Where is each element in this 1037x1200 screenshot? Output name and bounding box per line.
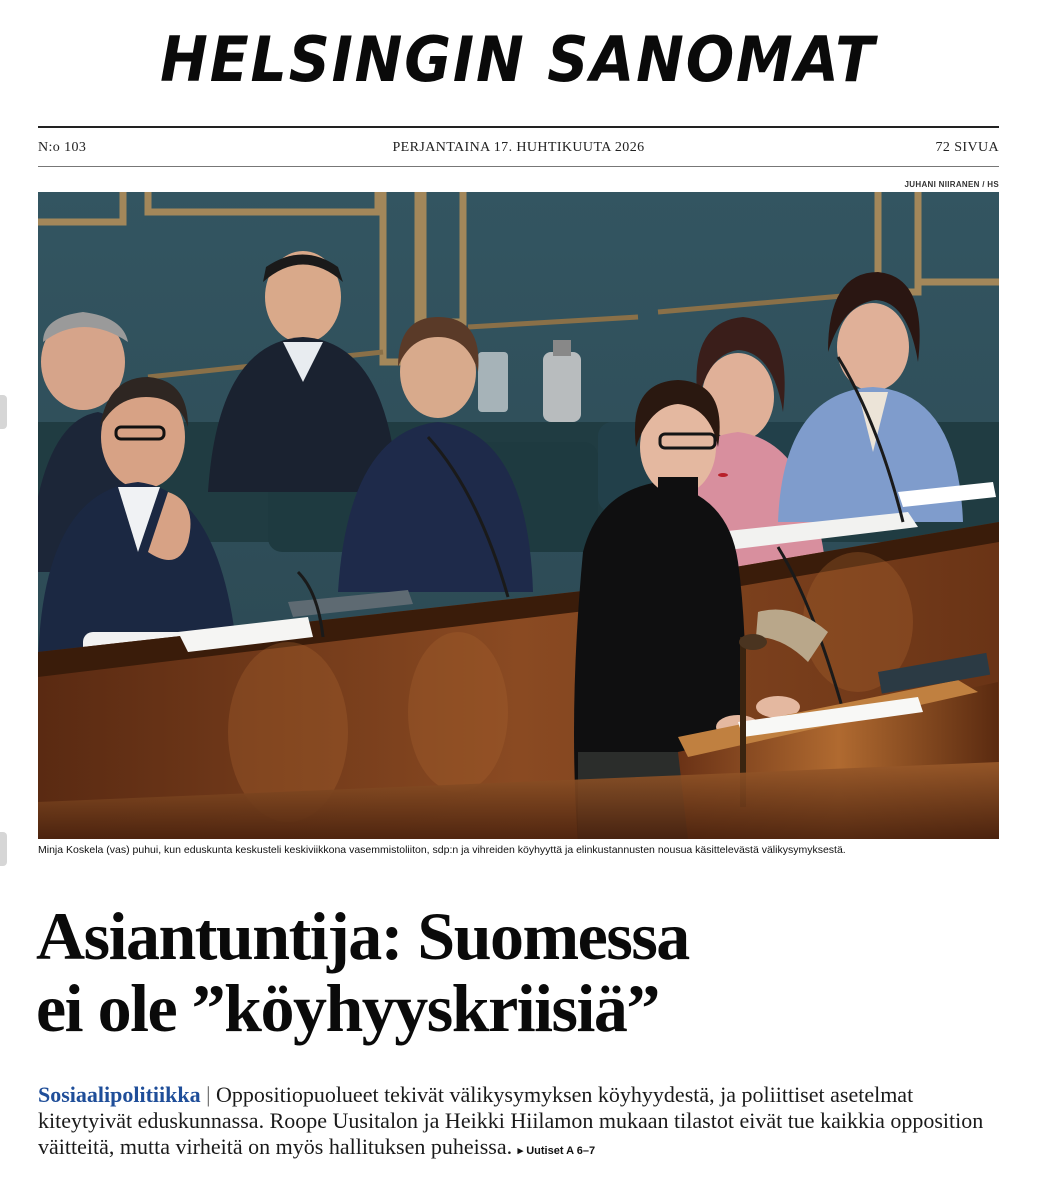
parliament-scene-illustration [38, 192, 999, 839]
section-kicker[interactable]: Sosiaalipolitiikka [38, 1082, 201, 1107]
issue-number: N:o 103 [38, 140, 87, 155]
issue-info-bar [38, 140, 999, 160]
viewer-edge-handle-bottom[interactable] [0, 832, 7, 866]
lead-paragraph [38, 1082, 1008, 1164]
masthead [0, 20, 1037, 100]
info-rule [38, 166, 999, 167]
main-headline[interactable] [36, 900, 1006, 1044]
viewer-edge-handle-top[interactable] [0, 395, 7, 429]
headline-line-2: ei ole ”köyhyyskriisiä” [36, 970, 659, 1046]
page-reference-link[interactable]: ▸ Uutiset A 6–7 [517, 1145, 596, 1157]
issue-date: PERJANTAINA 17. HUHTIKUUTA 2026 [392, 140, 645, 155]
newspaper-logo: HELSINGIN SANOMAT [160, 23, 877, 96]
photo-caption: Minja Koskela (vas) puhui, kun eduskunta keskusteli keskiviikkona vasemmistoliiton, sdp:n ja vihreiden köyhyyttä ja elinkustannusten nousua käsittelevästä välikysymyksestä. [38, 844, 846, 856]
front-page-photo [38, 192, 999, 839]
photo-credit: JUHANI NIIRANEN / HS [904, 180, 999, 189]
masthead-rule [38, 126, 999, 128]
lead-text: Oppositiopuolueet tekivät välikysymyksen köyhyydestä, ja poliittiset asetelmat kiteytyivät eduskunnassa. Roope Uusitalon ja Heikki Hiilamon mukaan tilastot eivät tue kaikkia opposition väitteitä, mutta virheitä on myös hallituksen puheissa. [38, 1082, 984, 1159]
page-count: 72 SIVUA [935, 140, 999, 155]
kicker-separator: | [200, 1082, 217, 1107]
headline-line-1: Asiantuntija: Suomessa [36, 898, 689, 974]
